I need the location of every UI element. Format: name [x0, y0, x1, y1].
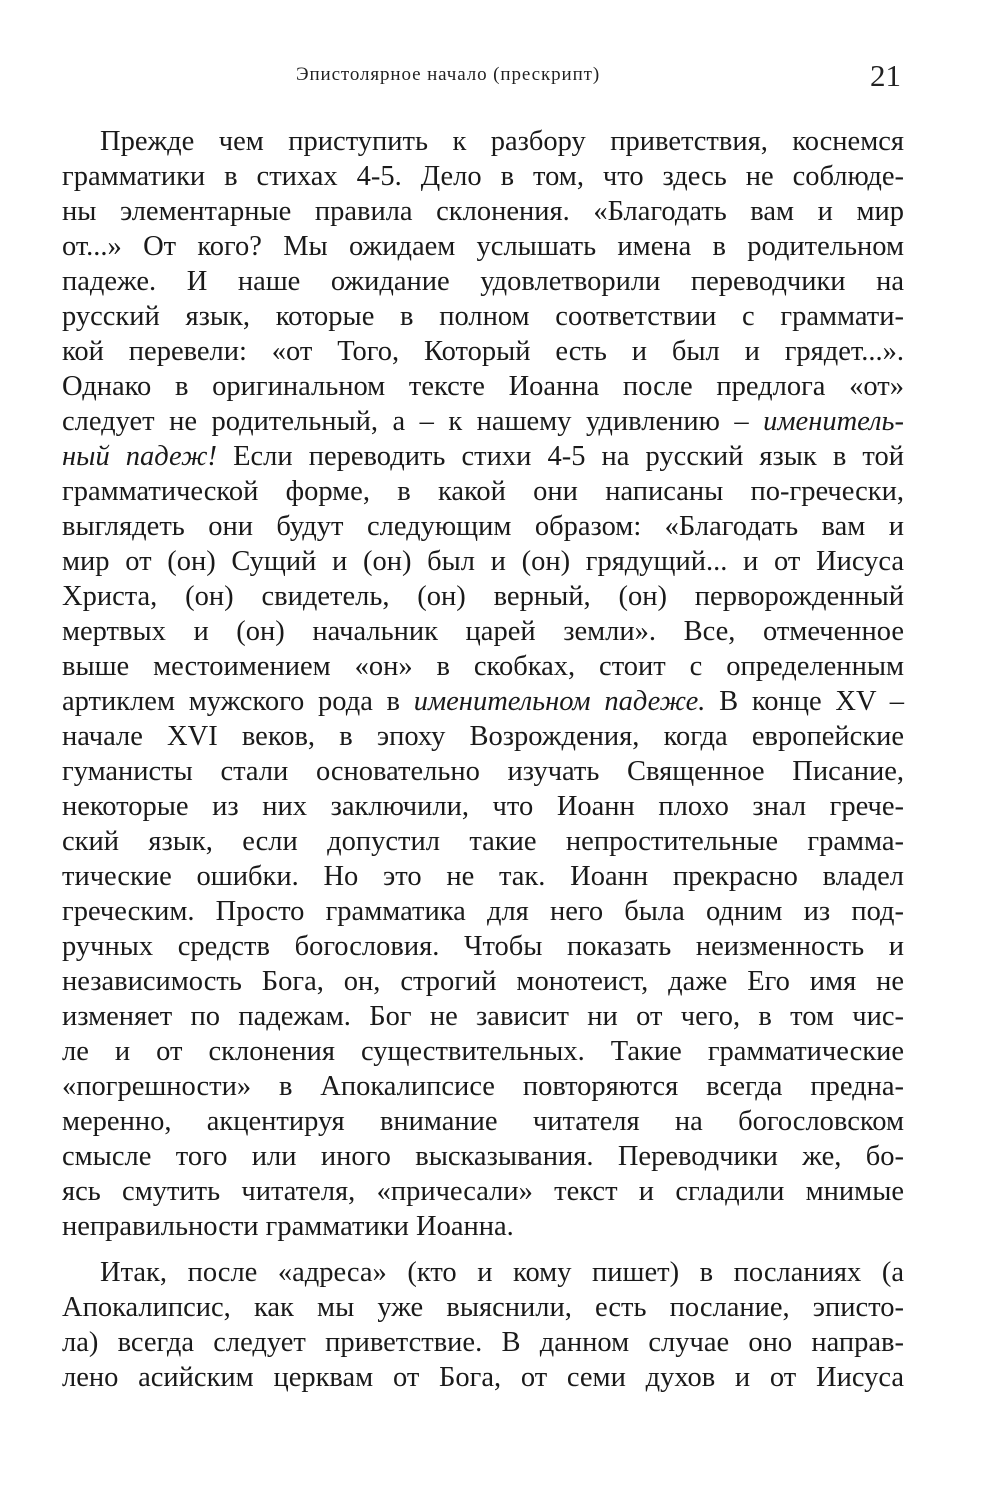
text-segment: Христа, (он) свидетель, (он) верный, (он) перворожденный: [62, 581, 904, 612]
text-segment: независимость Бога, он, строгий монотеист, даже Его имя не: [62, 966, 904, 997]
text-segment: ле и от склонения существительных. Такие грамматические: [62, 1036, 904, 1067]
text-segment: меренно, акцентируя внимание читателя на богословском: [62, 1106, 904, 1137]
text-line: [62, 1255, 904, 1290]
text-line: [62, 299, 904, 334]
text-line: [62, 789, 904, 824]
text-segment: от...» От кого? Мы ожидаем услышать имена в родительном: [62, 231, 904, 262]
text-line: [62, 124, 904, 159]
text-line: [62, 509, 904, 544]
text-segment: греческим. Просто грамматика для него была одним из под-: [62, 896, 904, 927]
text-segment: начале XVI веков, в эпоху Возрождения, когда европейские: [62, 721, 904, 752]
text-line: [62, 1325, 904, 1360]
text-segment: В конце XV –: [705, 686, 904, 717]
italic-text: ный падеж!: [62, 441, 217, 472]
text-line: [62, 369, 904, 404]
text-segment: неправильности грамматики Иоанна.: [62, 1211, 514, 1242]
text-line: [62, 964, 904, 999]
text-line: [62, 929, 904, 964]
text-line: [62, 1069, 904, 1104]
text-segment: лено асийским церквам от Бога, от семи духов и от Иисуса: [62, 1362, 904, 1393]
italic-text: именительном падеже.: [413, 686, 706, 717]
text-segment: грамматики в стихах 4-5. Дело в том, что здесь не соблюде-: [62, 161, 904, 192]
text-line: [62, 544, 904, 579]
text-line: [62, 1034, 904, 1069]
text-line: [62, 1209, 904, 1244]
text-segment: ский язык, если допустил такие непростительные грамма-: [62, 826, 904, 857]
text-segment: «погрешности» в Апокалипсисе повторяются всегда предна-: [62, 1071, 904, 1102]
text-segment: Однако в оригинальном тексте Иоанна после предлога «от»: [62, 371, 904, 402]
text-segment: кой перевели: «от Того, Который есть и был и грядет...».: [62, 336, 904, 367]
text-segment: артиклем мужского рода в: [62, 686, 414, 717]
text-line: [62, 159, 904, 194]
text-line: [62, 474, 904, 509]
text-line: [62, 404, 904, 439]
text-line: [62, 264, 904, 299]
text-segment: изменяет по падежам. Бог не зависит ни от чего, в том чис-: [62, 1001, 904, 1032]
text-segment: мир от (он) Сущий и (он) был и (он) грядущий... и от Иисуса: [62, 546, 904, 577]
page-number: 21: [870, 58, 901, 93]
text-line: [62, 579, 904, 614]
text-line: [62, 1360, 904, 1395]
text-segment: тические ошибки. Но это не так. Иоанн прекрасно владел: [62, 861, 904, 892]
text-segment: ясь смутить читателя, «причесали» текст и сгладили мнимые: [62, 1176, 904, 1207]
text-segment: следует не родительный, а – к нашему удивлению –: [62, 406, 764, 437]
text-segment: грамматической форме, в какой они написаны по-гречески,: [62, 476, 904, 507]
text-line: [62, 1139, 904, 1174]
italic-text: именитель-: [763, 406, 904, 437]
text-line: [62, 439, 904, 474]
paragraph-2: [62, 1255, 904, 1395]
text-line: [62, 229, 904, 264]
text-segment: Если переводить стихи 4-5 на русский язык в той: [217, 441, 904, 472]
body-text: [62, 124, 904, 1395]
text-line: [62, 1104, 904, 1139]
text-line: [62, 334, 904, 369]
text-line: [62, 859, 904, 894]
text-segment: Апокалипсис, как мы уже выяснили, есть послание, эписто-: [62, 1292, 904, 1323]
text-segment: смысле того или иного высказывания. Переводчики же, бо-: [62, 1141, 904, 1172]
text-line: [62, 649, 904, 684]
text-line: [62, 614, 904, 649]
text-line: [62, 719, 904, 754]
text-line: [62, 754, 904, 789]
text-segment: мертвых и (он) начальник царей земли». Все, отмеченное: [62, 616, 904, 647]
text-line: [62, 1290, 904, 1325]
text-segment: Прежде чем приступить к разбору приветствия, коснемся: [100, 126, 904, 157]
running-header: Эпистолярное начало (прескрипт): [296, 64, 601, 85]
text-line: [62, 684, 904, 719]
text-segment: выглядеть они будут следующим образом: «Благодать вам и: [62, 511, 904, 542]
paragraph-1: [62, 124, 904, 1244]
text-segment: русский язык, которые в полном соответствии с граммати-: [62, 301, 904, 332]
text-line: [62, 824, 904, 859]
text-segment: ла) всегда следует приветствие. В данном случае оно направ-: [62, 1327, 904, 1358]
text-line: [62, 1174, 904, 1209]
text-segment: Итак, после «адреса» (кто и кому пишет) в посланиях (а: [100, 1257, 904, 1288]
text-segment: ручных средств богословия. Чтобы показать неизменность и: [62, 931, 904, 962]
text-line: [62, 894, 904, 929]
text-line: [62, 999, 904, 1034]
text-segment: ны элементарные правила склонения. «Благодать вам и мир: [62, 196, 904, 227]
text-segment: падеже. И наше ожидание удовлетворили переводчики на: [62, 266, 904, 297]
text-segment: выше местоимением «он» в скобках, стоит с определенным: [62, 651, 904, 682]
text-line: [62, 194, 904, 229]
text-segment: гуманисты стали основательно изучать Священное Писание,: [62, 756, 904, 787]
text-segment: некоторые из них заключили, что Иоанн плохо знал грече-: [62, 791, 904, 822]
